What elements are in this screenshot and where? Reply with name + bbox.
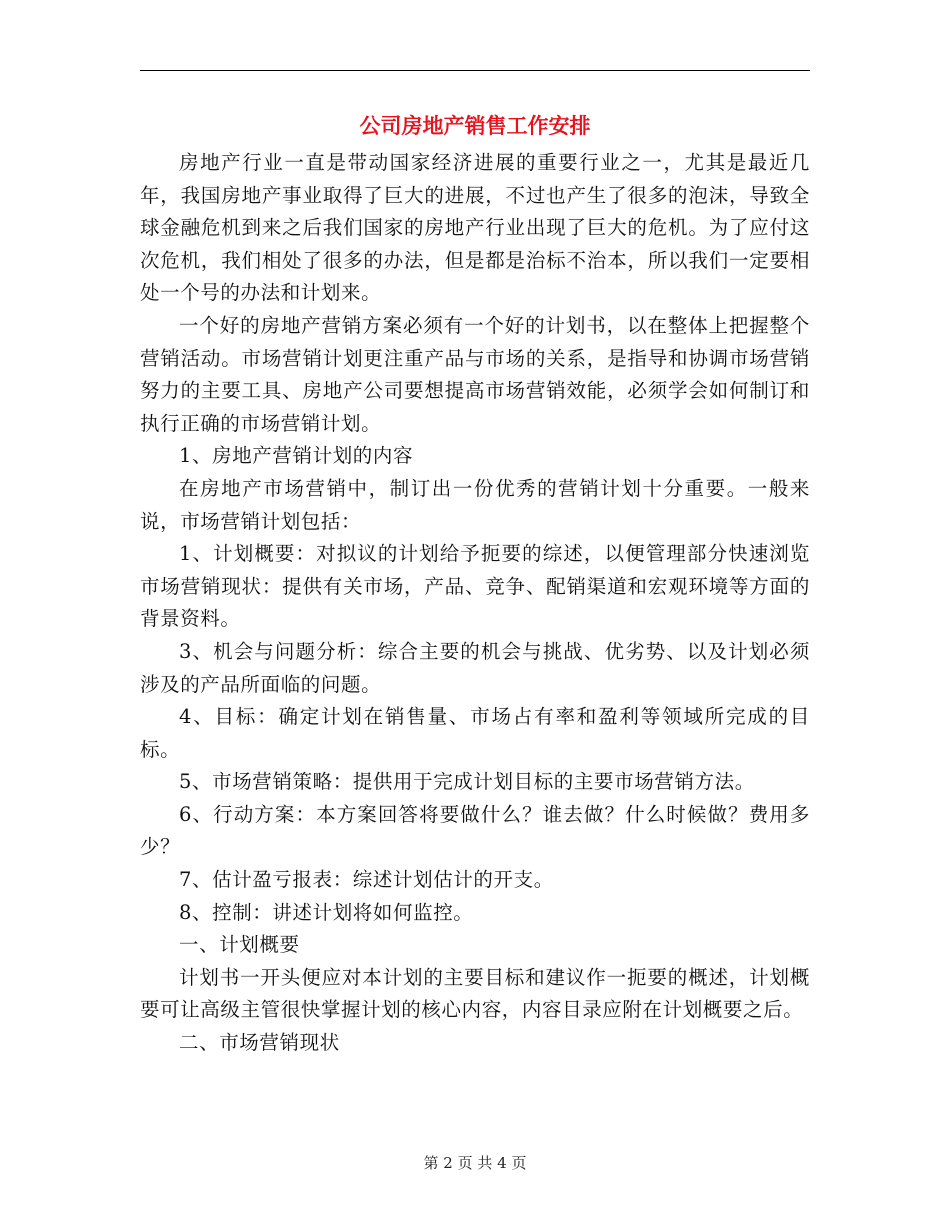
paragraph: 房地产行业一直是带动国家经济进展的重要行业之一，尤其是最近几年，我国房地产事业取得了巨大的进展，不过也产生了很多的泡沫，导致全球金融危机到来之后我们国家的房地产行业出现了巨大的危机。为了应付这次危机，我们相处了很多的办法，但是都是治标不治本，所以我们一定要相处一个号的办法和计划来。 <box>140 151 810 305</box>
list-item: 5、市场营销策略：提供用于完成计划目标的主要市场营销方法。 <box>179 770 755 794</box>
list-item: 1、计划概要：对拟议的计划给予扼要的综述，以便管理部分快速浏览市场营销现状：提供有关市场，产品、竞争、配销渠道和宏观环境等方面的背景资料。 <box>140 542 810 631</box>
list-item: 3、机会与问题分析：综合主要的机会与挑战、优劣势、以及计划必须涉及的产品所面临的问题。 <box>140 639 810 696</box>
section-heading: 一、计划概要 <box>179 933 300 957</box>
page-number-footer: 第 2 页 共 4 页 <box>423 1154 527 1172</box>
section-heading: 二、市场营销现状 <box>179 1031 340 1055</box>
list-item: 7、估计盈亏报表：综述计划估计的开支。 <box>179 868 554 892</box>
list-item: 6、行动方案：本方案回答将要做什么？谁去做？什么时候做？费用多少？ <box>140 802 810 859</box>
document-body <box>140 147 810 1060</box>
paragraph: 计划书一开头便应对本计划的主要目标和建议作一扼要的概述，计划概要可让高级主管很快掌握计划的核心内容，内容目录应附在计划概要之后。 <box>140 965 810 1022</box>
list-item: 4、目标：确定计划在销售量、市场占有率和盈利等领域所完成的目标。 <box>140 705 810 761</box>
paragraph: 一个好的房地产营销方案必须有一个好的计划书，以在整体上把握整个营销活动。市场营销计划更注重产品与市场的关系，是指导和协调市场营销努力的主要工具、房地产公司要想提高市场营销效能，必须学会如何制订和执行正确的市场营销计划。 <box>140 313 810 435</box>
paragraph: 在房地产市场营销中，制订出一份优秀的营销计划十分重要。一般来说，市场营销计划包括： <box>140 476 810 533</box>
document-title: 公司房地产销售工作安排 <box>359 114 591 138</box>
list-item: 8、控制：讲述计划将如何监控。 <box>179 900 474 924</box>
header-rule <box>140 70 810 71</box>
section-heading: 1、房地产营销计划的内容 <box>179 444 414 468</box>
